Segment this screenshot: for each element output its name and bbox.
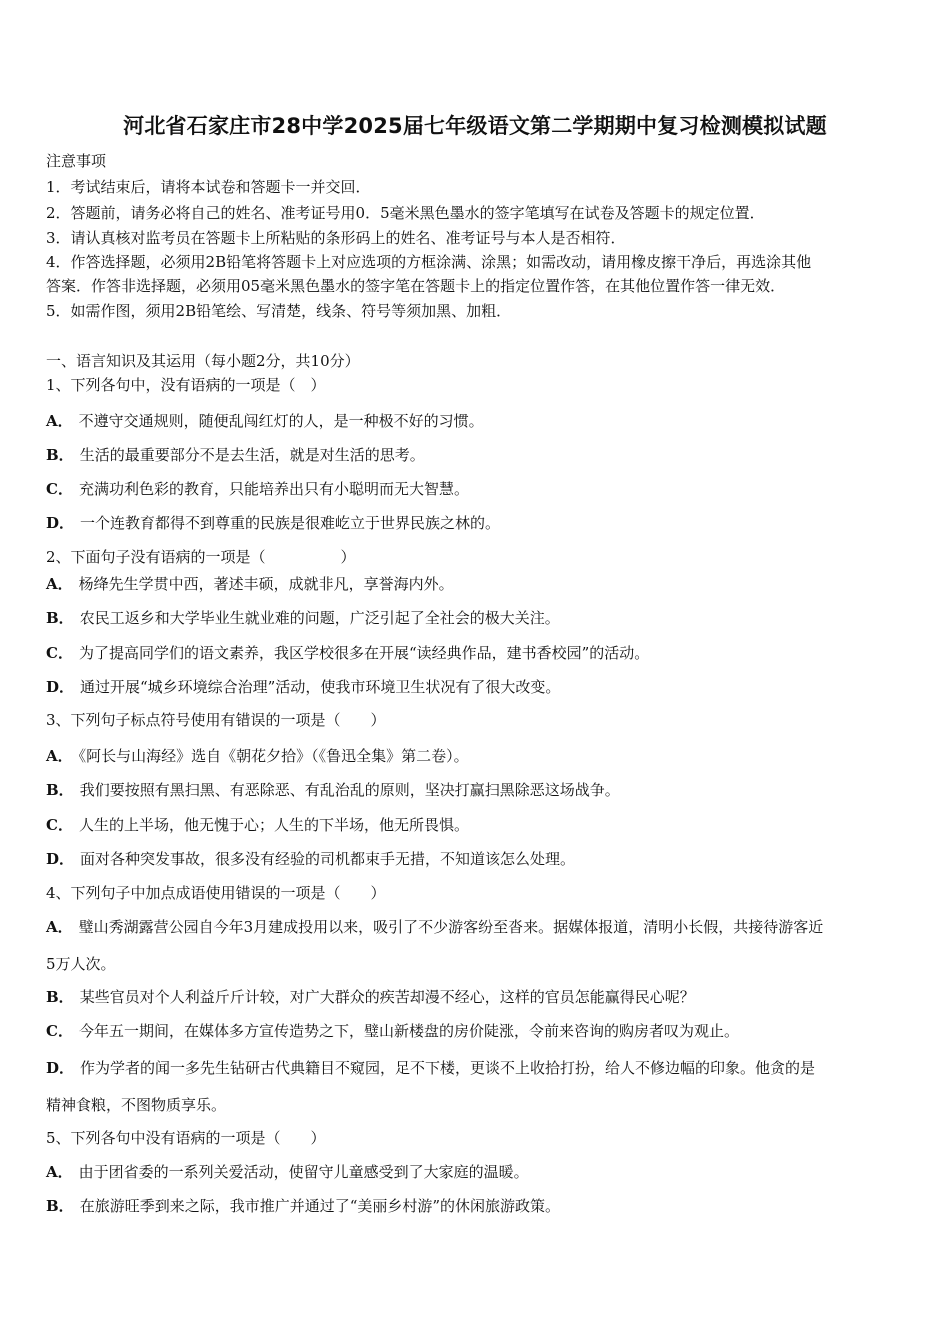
option-text: 作为学者的闻一多先生钻研古代典籍目不窥园，足不下楼，更谈不上收拾打扮，给人不修边幅的印象。他贪的是: [80, 1059, 816, 1077]
notice-item-2: 2．答题前，请务必将自己的姓名、准考证号用0．5毫米黑色墨水的签字笔填写在试卷及答题卡的规定位置．: [46, 204, 765, 222]
option-text: 《阿长与山海经》选自《朝花夕拾》（《鲁迅全集》第二卷）。: [78, 747, 469, 765]
question-5-stem: 5、下列各句中没有语病的一项是（ ）: [46, 1129, 326, 1147]
option-text: 为了提高同学们的语文素养，我区学校很多在开展“读经典作品，建书香校园”的活动。: [78, 644, 650, 662]
q3-option-b: [46, 780, 620, 800]
option-letter: A．: [46, 412, 73, 430]
q2-option-b: [46, 608, 560, 628]
option-text: 充满功利色彩的教育，只能培养出只有小聪明而无大智慧。: [78, 480, 469, 498]
option-letter: D．: [46, 514, 75, 532]
notice-item-1: 1．考试结束后，请将本试卷和答题卡一并交回．: [46, 178, 371, 196]
option-letter: A．: [46, 1163, 73, 1181]
option-text: 杨绛先生学贯中西，著述丰硕，成就非凡，享誉海内外。: [78, 575, 454, 593]
option-text: 面对各种突发事故，很多没有经验的司机都束手无措，不知道该怎么处理。: [80, 850, 576, 868]
q2-option-c: [46, 643, 649, 663]
option-letter: C．: [46, 480, 73, 498]
q1-option-d: [46, 513, 500, 533]
option-letter: A．: [46, 575, 73, 593]
q2-option-a: [46, 574, 454, 594]
option-text: 通过开展“城乡环境综合治理”活动，使我市环境卫生状况有了很大改变。: [80, 678, 561, 696]
notice-item-5: 5．如需作图，须用2B铅笔绘、写清楚，线条、符号等须加黑、加粗．: [46, 302, 512, 320]
notice-item-3: 3．请认真核对监考员在答题卡上所粘贴的条形码上的姓名、准考证号与本人是否相符．: [46, 229, 626, 247]
notice-item-4-cont: 答案．作答非选择题，必须用05毫米黑色墨水的签字笔在答题卡上的指定位置作答，在其他位置作答一律无效．: [46, 277, 786, 295]
option-text: 今年五一期间，在媒体多方宣传造势之下，璧山新楼盘的房价陡涨，令前来咨询的购房者叹为观止。: [78, 1022, 739, 1040]
q4-option-b: [46, 987, 695, 1007]
q3-option-d: [46, 849, 575, 869]
q4-option-d-cont: 精神食粮，不图物质享乐。: [46, 1096, 227, 1114]
option-text: 在旅游旺季到来之际，我市推广并通过了“美丽乡村游”的休闲旅游政策。: [79, 1197, 561, 1215]
question-1-stem: 1、下列各句中，没有语病的一项是（ ）: [46, 376, 326, 394]
q5-option-a: [46, 1162, 529, 1182]
option-text: 由于团省委的一系列关爱活动，使留守儿童感受到了大家庭的温暖。: [78, 1163, 529, 1181]
option-letter: B．: [46, 781, 74, 799]
q1-option-a: [46, 411, 484, 431]
option-letter: A．: [46, 918, 73, 936]
notice-heading: 注意事项: [46, 152, 107, 170]
q2-option-d: [46, 677, 560, 697]
q4-option-c: [46, 1021, 739, 1041]
question-3-stem: 3、下列句子标点符号使用有错误的一项是（ ）: [46, 711, 386, 729]
option-text: 农民工返乡和大学毕业生就业难的问题，广泛引起了全社会的极大关注。: [79, 609, 560, 627]
option-letter: B．: [46, 1197, 74, 1215]
option-text: 某些官员对个人利益斤斤计较，对广大群众的疾苦却漫不经心，这样的官员怎能赢得民心呢？: [79, 988, 695, 1006]
option-text: 璧山秀湖露营公园自今年3月建成投用以来，吸引了不少游客纷至沓来。据媒体报道，清明小长假，共接待游客近: [78, 918, 824, 936]
q3-option-c: [46, 815, 469, 835]
option-letter: D．: [46, 850, 75, 868]
q1-option-c: [46, 479, 469, 499]
exam-title: 河北省石家庄市28中学2025届七年级语文第二学期期中复习检测模拟试题: [123, 114, 827, 138]
option-text: 生活的最重要部分不是去生活，就是对生活的思考。: [79, 446, 425, 464]
option-text: 我们要按照有黑扫黑、有恶除恶、有乱治乱的原则，坚决打赢扫黑除恶这场战争。: [79, 781, 620, 799]
option-letter: C．: [46, 816, 73, 834]
option-text: 人生的上半场，他无愧于心；人生的下半场，他无所畏惧。: [78, 816, 469, 834]
option-letter: B．: [46, 609, 74, 627]
option-text: 一个连教育都得不到尊重的民族是很难屹立于世界民族之林的。: [80, 514, 501, 532]
option-letter: C．: [46, 644, 73, 662]
section-heading: 一、语言知识及其运用（每小题2分，共10分）: [46, 352, 360, 370]
q5-option-b: [46, 1196, 560, 1216]
option-letter: D．: [46, 678, 75, 696]
q1-option-b: [46, 445, 425, 465]
notice-item-4: 4．作答选择题，必须用2B铅笔将答题卡上对应选项的方框涂满、涂黑；如需改动，请用橡皮擦干净后，再选涂其他: [46, 253, 812, 271]
q3-option-a: [46, 746, 469, 766]
option-text: 不遵守交通规则，随便乱闯红灯的人，是一种极不好的习惯。: [78, 412, 484, 430]
q4-option-d: [46, 1058, 815, 1078]
option-letter: A．: [46, 747, 73, 765]
option-letter: C．: [46, 1022, 73, 1040]
question-2-stem: 2、下面句子没有语病的一项是（ ）: [46, 548, 356, 566]
option-letter: B．: [46, 446, 74, 464]
option-letter: D．: [46, 1059, 75, 1077]
q4-option-a: [46, 917, 823, 937]
question-4-stem: 4、下列句子中加点成语使用错误的一项是（ ）: [46, 884, 386, 902]
q4-option-a-cont: 5万人次。: [46, 955, 116, 973]
option-letter: B．: [46, 988, 74, 1006]
